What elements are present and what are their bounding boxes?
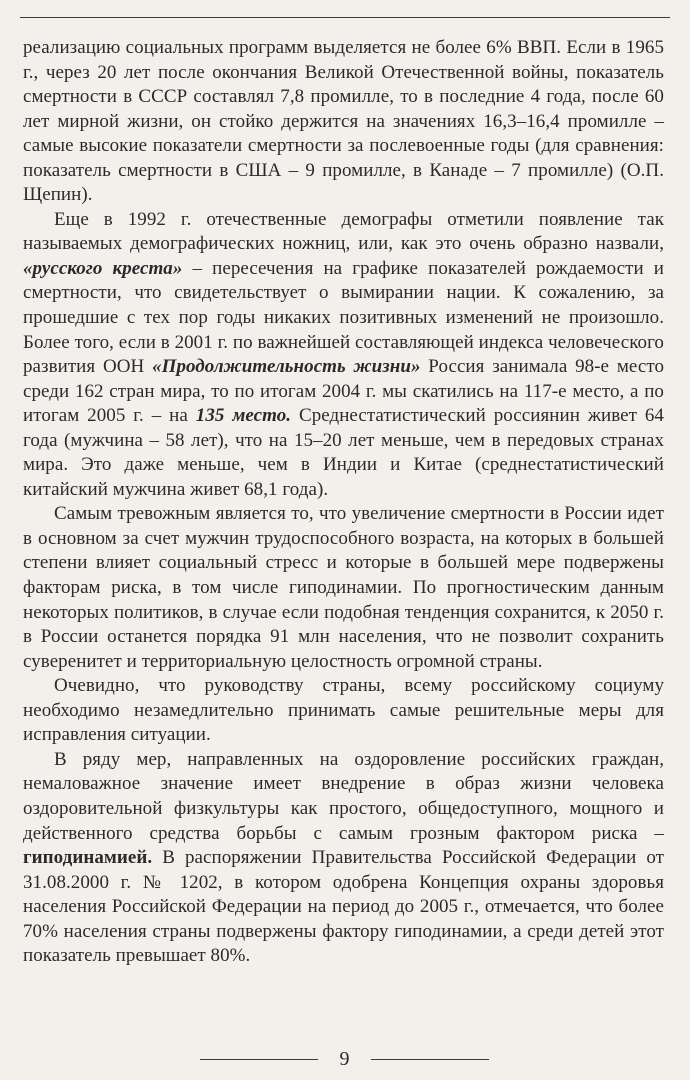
paragraph-3-text-1: Самым тревожным является то, что увеличение смертности в России идет в основном за счет мужчин трудоспособного возраста, на которых в большей степени влияет социальный стресс и которые в большей мере подвержены факторам риска, в том числе гиподинамии. По прогностическим данным некоторых политиков, в случае если подобная тенденция сохранится, к 2050 г. в России останется порядка 91 млн населения, что не позволит сохранить суверенитет и территориальную целостность огромной страны. — [23, 503, 664, 672]
paragraph-4-text-1: Очевидно, что руководству страны, всему российскому социуму необходимо незамедлительно принимать самые решительные меры для исправления ситуации. — [23, 675, 664, 746]
page-footer — [0, 1048, 690, 1072]
paragraph-1-text-1: реализацию социальных программ выделяется не более 6% ВВП. Если в 1965 г., через 20 лет после окончания Великой Отечественной войны, показатель смертности в СССР составлял 7,8 промилле, то в последние 4 года, после 60 лет мирной жизни, он стойко держится на значениях 16,3–16,4 промилле – самые высокие показатели смертности за послевоенные годы (для сравнения: показатель смертности в США – 9 промилле, в Канаде – 7 промилле) (О.П. Щепин). — [23, 37, 664, 206]
header-rule — [20, 17, 670, 18]
paragraph-5-text-1: В ряду мер, направленных на оздоровление российских граждан, немаловажное значение имеет внедрение в образ жизни человека оздоровительной физкультуры как простого, общедоступного, мощного и действенного средства борьбы с самым грозным фактором риска – — [23, 748, 664, 844]
body-text — [23, 36, 664, 969]
paragraph-2 — [23, 208, 664, 503]
paragraph-4 — [23, 674, 664, 748]
footer-rule-left — [200, 1059, 318, 1060]
rank-135-term: 135 место. — [195, 405, 292, 427]
page-number: 9 — [339, 1048, 350, 1070]
paragraph-5-text-2: В распоряжении Правительства Российской Федерации от 31.08.2000 г. № 1202, в котором одобрена Концепция охраны здоровья населения Российской Федерации на период до 2005 г., отмечается, что более 70% населения страны подвержены фактору гиподинамии, а среди детей этот показатель превышает 80%. — [23, 847, 664, 967]
paragraph-1 — [23, 36, 664, 208]
footer-rule-right — [371, 1059, 489, 1060]
paragraph-3 — [23, 502, 664, 674]
paragraph-2-text-4: Среднестатистический россиянин живет 64 года (мужчина – 58 лет), что на 15–20 лет меньше, чем в передовых странах мира. Это даже меньше, чем в Индии и Китае (среднестатистический китайский мужчина живет 68,1 года). — [23, 405, 664, 500]
life-expectancy-term: «Продолжительность жизни» — [152, 356, 421, 378]
paragraph-2-text-1: Еще в 1992 г. отечественные демографы отметили появление так называемых демографических ножниц, или, как это очень образно назвали, — [23, 208, 664, 255]
hypodynamia-term: гиподинамией. — [23, 847, 153, 869]
paragraph-2-text-2: – пересечения на графике показателей рождаемости и смертности, что свидетельствует о вымирании нации. К сожалению, за прошедшие с тех пор годы никаких позитивных изменений не произошло. Более того, если в 2001 г. по важнейшей составляющей индекса человеческого развития ООН — [23, 257, 665, 378]
russian-cross-term: «русского креста» — [23, 257, 183, 279]
paragraph-2-text-3: Россия занимала 98-е место среди 162 стран мира, то по итогам 2004 г. мы скатились на 117-е место, а по итогам 2005 г. – на — [23, 356, 664, 427]
paragraph-5 — [23, 748, 664, 969]
